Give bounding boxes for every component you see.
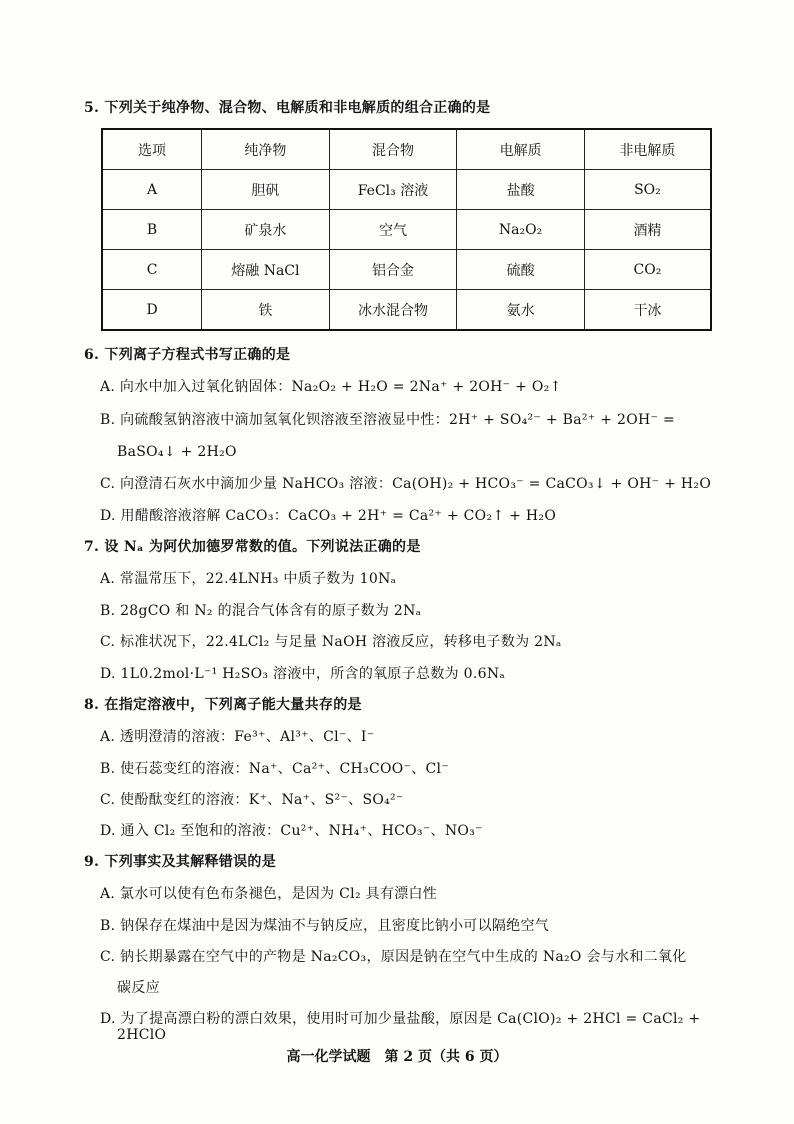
q6-option-d: D. 用醋酸溶液溶解 CaCO₃：CaCO₃ + 2H⁺ = Ca²⁺ + CO₂↑ + H₂O <box>100 508 557 524</box>
table-cell: 熔融 NaCl <box>202 250 330 290</box>
table-row <box>102 210 711 250</box>
table-header: 电解质 <box>457 129 585 170</box>
table-cell: 干冰 <box>584 290 711 331</box>
table-header: 选项 <box>102 129 202 170</box>
page-footer: 高一化学试题 第 2 页（共 6 页） <box>286 1049 508 1065</box>
table-cell: 酒精 <box>584 210 711 250</box>
table-header-row <box>102 129 711 170</box>
q6-option-b-line1: B. 向硫酸氢钠溶液中滴加氢氧化钡溶液至溶液显中性：2H⁺ + SO₄²⁻ + Ba²⁺ + 2OH⁻ = <box>100 412 675 428</box>
q7-option-b: B. 28gCO 和 N₂ 的混合气体含有的原子数为 2Nₐ <box>100 603 422 619</box>
q6-stem: 6. 下列离子方程式书写正确的是 <box>84 347 291 363</box>
q6-option-a: A. 向水中加入过氧化钠固体：Na₂O₂ + H₂O = 2Na⁺ + 2OH⁻ + O₂↑ <box>100 379 562 395</box>
table-cell: A <box>102 170 202 210</box>
table-row <box>102 290 711 331</box>
table-header: 非电解质 <box>584 129 711 170</box>
table-row <box>102 170 711 210</box>
q7-option-c: C. 标准状况下，22.4LCl₂ 与足量 NaOH 溶液反应，转移电子数为 2Nₐ <box>100 634 562 650</box>
table-cell: 矿泉水 <box>202 210 330 250</box>
table-cell: 空气 <box>329 210 457 250</box>
q7-option-d: D. 1L0.2mol·L⁻¹ H₂SO₃ 溶液中，所含的氧原子总数为 0.6Nₐ <box>100 666 506 682</box>
table-cell: 铝合金 <box>329 250 457 290</box>
q6-option-b-line2: BaSO₄↓ + 2H₂O <box>117 444 237 460</box>
table-header: 混合物 <box>329 129 457 170</box>
q8-option-c: C. 使酚酞变红的溶液：K⁺、Na⁺、S²⁻、SO₄²⁻ <box>100 792 404 808</box>
q8-stem: 8. 在指定溶液中，下列离子能大量共存的是 <box>84 697 362 713</box>
table-cell: 冰水混合物 <box>329 290 457 331</box>
q8-option-a: A. 透明澄清的溶液：Fe³⁺、Al³⁺、Cl⁻、I⁻ <box>100 729 375 745</box>
table-header: 纯净物 <box>202 129 330 170</box>
q6-option-c: C. 向澄清石灰水中滴加少量 NaHCO₃ 溶液：Ca(OH)₂ + HCO₃⁻ = CaCO₃↓ + OH⁻ + H₂O <box>100 476 712 492</box>
table-cell: 胆矾 <box>202 170 330 210</box>
table-cell: 铁 <box>202 290 330 331</box>
table-cell: FeCl₃ 溶液 <box>329 170 457 210</box>
table-cell: 盐酸 <box>457 170 585 210</box>
q9-stem: 9. 下列事实及其解释错误的是 <box>84 854 276 870</box>
q9-option-a: A. 氯水可以使有色布条褪色，是因为 Cl₂ 具有漂白性 <box>100 886 438 902</box>
q9-option-c-line2: 碳反应 <box>117 980 160 996</box>
q9-option-c-line1: C. 钠长期暴露在空气中的产物是 Na₂CO₃，原因是钠在空气中生成的 Na₂O 会与水和二氧化 <box>100 949 687 965</box>
table-cell: 硫酸 <box>457 250 585 290</box>
q8-option-d: D. 通入 Cl₂ 至饱和的溶液：Cu²⁺、NH₄⁺、HCO₃⁻、NO₃⁻ <box>100 823 483 839</box>
table-cell: B <box>102 210 202 250</box>
table-cell: C <box>102 250 202 290</box>
table-cell: D <box>102 290 202 331</box>
table-cell: Na₂O₂ <box>457 210 585 250</box>
table-row <box>102 250 711 290</box>
q9-option-d-line1: D. 为了提高漂白粉的漂白效果，使用时可加少量盐酸，原因是 Ca(ClO)₂ + 2HCl = CaCl₂ + <box>100 1011 701 1027</box>
q5-table <box>101 128 712 331</box>
q7-stem: 7. 设 Nₐ 为阿伏加德罗常数的值。下列说法正确的是 <box>84 539 421 555</box>
table-cell: CO₂ <box>584 250 711 290</box>
q9-option-d-line2: 2HClO <box>117 1027 167 1043</box>
q5-stem: 5. 下列关于纯净物、混合物、电解质和非电解质的组合正确的是 <box>84 100 491 116</box>
table-cell: 氨水 <box>457 290 585 331</box>
q8-option-b: B. 使石蕊变红的溶液：Na⁺、Ca²⁺、CH₃COO⁻、Cl⁻ <box>100 761 450 777</box>
table-cell: SO₂ <box>584 170 711 210</box>
q7-option-a: A. 常温常压下，22.4LNH₃ 中质子数为 10Nₐ <box>100 571 397 587</box>
q9-option-b: B. 钠保存在煤油中是因为煤油不与钠反应，且密度比钠小可以隔绝空气 <box>100 918 550 934</box>
